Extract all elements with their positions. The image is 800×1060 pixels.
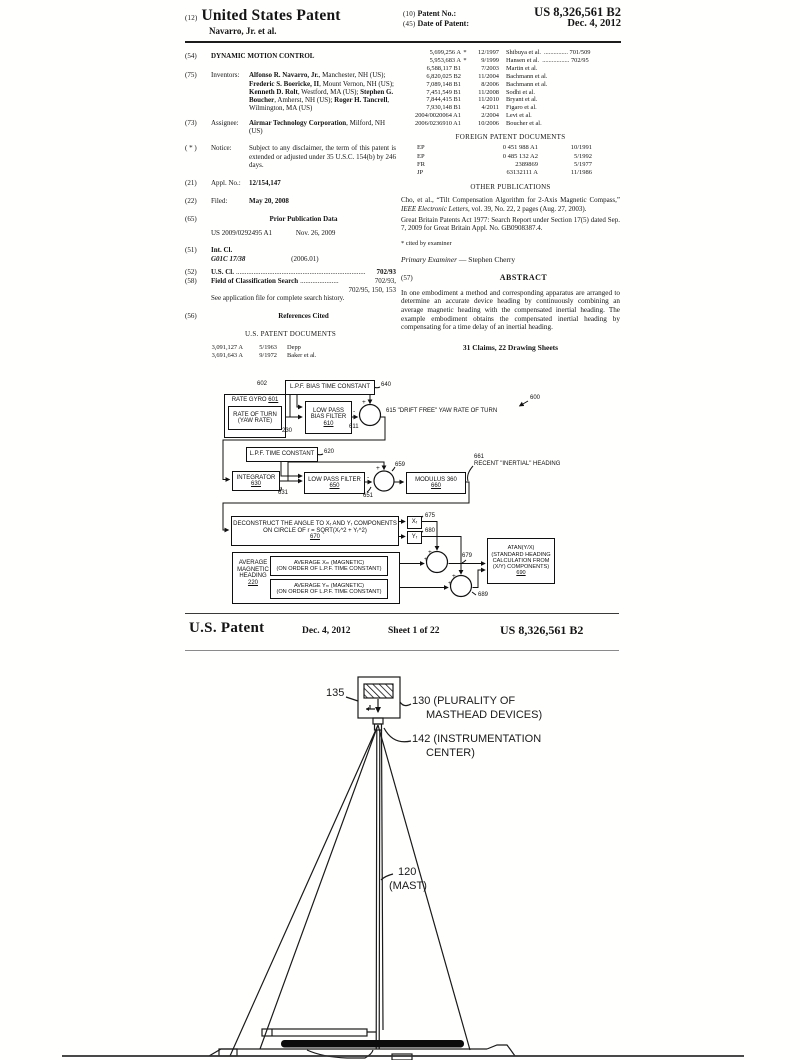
leader-130 (400, 702, 411, 706)
field-52-uscl (185, 268, 396, 276)
notice-text: Subject to any disclaimer, the term of this patent is extended or adjusted under 35 U.S.C. 154(b) by 246 days. (249, 144, 396, 169)
diagram-box-modulus-360: MODULUS 360 660 (406, 472, 466, 494)
diagram-box-lpf-time-constant: L.P.F. TIME CONSTANT (246, 447, 318, 462)
ref-651: 651 (363, 493, 374, 499)
left-column (185, 49, 396, 360)
label-130-masthead-devices: 130 (PLURALITY OF MASTHEAD DEVICES) (412, 695, 543, 721)
cited-by-examiner: * cited by examiner (401, 239, 452, 247)
ref-659: 659 (395, 462, 406, 468)
filed-value: May 20, 2008 (249, 196, 289, 205)
field-57-num: (57) (401, 274, 413, 283)
prior-pub-title: Prior Publication Data (269, 214, 338, 223)
int-cl-label: Int. Cl. (211, 246, 233, 255)
summing-junction-651 (374, 471, 394, 491)
svg-text:+: + (376, 465, 380, 472)
abstract-title: ABSTRACT (499, 273, 548, 283)
field-51-intcl (185, 246, 396, 254)
prior-pub-date: Nov. 26, 2009 (295, 229, 336, 238)
table-row: 7,089,148 B1 8/2006 Bachmann et al. (426, 80, 548, 88)
patent-header (185, 7, 621, 36)
field-75-inventors (185, 71, 396, 112)
field-54 (185, 52, 396, 60)
table-row: 5,699,256 A * 12/1997 Shibuya et al. ............... 701/509 (429, 49, 591, 56)
patent-authors: Navarro, Jr. et al. (209, 26, 277, 36)
field-65-pubdata (185, 215, 396, 223)
date-label: Date of Patent: (417, 19, 470, 28)
table-row: 7,451,549 B1 11/2008 Sodhi et al. (426, 88, 535, 96)
references-cited-title: References Cited (278, 312, 329, 321)
ref-602: 602 (257, 381, 268, 387)
assignee-value: Airmar Technology Corporation, Milford, NH (US) (249, 118, 385, 136)
diagram-box-low-pass-filter: LOW PASS FILTER 650 (304, 472, 365, 494)
publication-2: Great Britain Patents Act 1977: Search Report under Section 17(5) dated Sep. 7, 2009 for Great Britain Appl. No. GB0908387.4. (401, 216, 620, 233)
svg-text:+: + (424, 556, 428, 563)
inventors-label: Inventors: (211, 71, 240, 80)
leader-dots: .......................................................................... (235, 268, 366, 277)
field-51-num: (51) (185, 246, 197, 255)
field-search-value: 702/93, (374, 277, 396, 286)
patent-title: United States Patent (201, 7, 341, 24)
prior-pub-number: US 2009/0292495 A1 (211, 229, 273, 238)
boom (262, 1029, 367, 1036)
right-column (401, 49, 620, 352)
diagram-box-average-magnetic-heading (232, 552, 400, 604)
svg-text:+: + (362, 399, 366, 406)
diagram-box-average-xm: AVERAGE Xₘ (MAGNETIC) (ON ORDER OF L.P.F. TIME CONSTANT) (270, 556, 388, 576)
field-search-label: Field of Classification Search (211, 277, 299, 286)
table-row: 6,588,117 B1 7/2003 Martin et al. (426, 64, 538, 72)
label-142-instrumentation-center: 142 (INSTRUMENTATION CENTER) (412, 733, 542, 759)
notice-num: ( * ) (185, 144, 197, 153)
ref-620: 620 (324, 449, 335, 455)
prior-pub-row (211, 229, 396, 237)
table-row: JP 63132111 A 11/1986 (417, 168, 592, 176)
leader-135 (346, 697, 358, 701)
instrumentation-center-box (373, 718, 383, 724)
kind-code-10: (10) (403, 10, 416, 18)
kind-code-12: (12) (185, 14, 198, 22)
table-row: 7,844,415 B1 11/2010 Bryant et al. (426, 96, 538, 104)
int-cl-year: (2006.01) (291, 254, 319, 263)
table-row: 5,953,683 A * 9/1999 Hansen et al. ................. 702/95 (429, 56, 589, 64)
ref-230: 230 (282, 428, 293, 434)
svg-text:-: - (367, 474, 370, 481)
primary-examiner: Primary Examiner — Stephen Cherry (401, 254, 516, 264)
field-search-value2: 702/95, 150, 153 (348, 285, 396, 294)
field-73-assignee (185, 119, 396, 136)
inventors-list: Alfonso R. Navarro, Jr., Manchester, NH (US); Frederic S. Boericke, II, Mount Vernon, NH (US); Kenneth D. Rolt, Westford, MA (US); Stephen G. Boucher, Amherst, NH (US); Roger H. Tancrell, Wilmington, MA (US) (249, 71, 394, 113)
diagram-box-rate-of-turn: RATE OF TURN (YAW RATE) (228, 406, 282, 430)
sheet-header-sheet-number: Sheet 1 of 22 (388, 626, 440, 636)
diagram-box-low-pass-bias-filter: LOW PASS BIAS FILTER 610 (305, 401, 352, 434)
ref-675: 675 (425, 513, 436, 519)
abstract-text: In one embodiment a method and corresponding apparatus are arranged to determine an accurate device heading by continuously combining an average magnetic heading with the compensated inertial heading. The example embodiment obtains the compensated inertial heading by compensating for a time delay of an inertial heading. (401, 288, 620, 332)
field-58-search (185, 277, 396, 285)
masthead-device-hatched (364, 684, 393, 698)
us-patent-docs-title: U.S. PATENT DOCUMENTS (244, 329, 337, 338)
notice-label: Notice: (211, 144, 232, 153)
diagram-box-atan: ATAN(Y/X) (STANDARD HEADING CALCULATION FROM (X/Y) COMPONENTS) 690 (487, 538, 555, 584)
diagram-box-xr: Xᵣ (407, 516, 422, 529)
ref-680: 680 (425, 528, 436, 534)
field-notice (185, 144, 396, 169)
ref-611: 611 (349, 424, 359, 430)
summing-junction-615 (360, 405, 381, 426)
sailboat-figure (60, 652, 760, 1060)
table-row: EP 0 451 988 A1 10/1991 (417, 144, 592, 152)
leader-142 (384, 728, 411, 742)
field-21-num: (21) (185, 179, 197, 188)
block-diagram-figure (185, 370, 625, 615)
field-73-num: (73) (185, 118, 197, 127)
ref-631: 631 (278, 490, 289, 496)
field-65-num: (65) (185, 214, 197, 223)
appl-no-label: Appl. No.: (211, 179, 241, 188)
label-135: 135 (326, 687, 345, 699)
int-cl-row (211, 255, 396, 263)
field-57-abstract (401, 274, 620, 282)
ref-640: 640 (381, 382, 392, 388)
patent-number: US 8,326,561 B2 (534, 5, 621, 19)
header-rule (185, 41, 621, 43)
claims-line: 31 Claims, 22 Drawing Sheets (462, 343, 559, 353)
svg-text:+: + (428, 549, 432, 556)
svg-text:-: - (353, 408, 356, 415)
field-22-num: (22) (185, 196, 197, 205)
output-drift-free-yaw-rate: 615 "DRIFT FREE" YAW RATE OF TURN (386, 408, 498, 414)
sheet-header-rule (185, 650, 619, 651)
table-row: 3,691,643 A 9/1972 Baker et al. (211, 351, 317, 359)
svg-text:+: + (448, 580, 452, 587)
diagram-box-yr: Yᵣ (407, 531, 422, 544)
publication-1: Cho, et al., “Tilt Compensation Algorithm for 2-Axis Magnetic Compass,” IEEE Electronic Letters, vol. 39, No. 22, 2 pages (Aug. 27, 2003). (401, 196, 620, 213)
furled-sail-bar (281, 1040, 464, 1048)
foreign-docs-title: FOREIGN PATENT DOCUMENTS (455, 133, 566, 142)
patent-header-left (185, 7, 341, 36)
us-refs-table-left (185, 344, 396, 360)
sheet-header-date: Dec. 4, 2012 (302, 626, 351, 636)
diagram-box-lpf-bias-time-constant: L.P.F. BIAS TIME CONSTANT (285, 380, 375, 395)
table-row: 3,091,127 A 5/1963 Depp (211, 343, 301, 351)
field-58-num: (58) (185, 277, 197, 286)
diagram-box-integrator: INTEGRATOR 630 (232, 471, 280, 491)
field-54-num: (54) (185, 52, 197, 60)
label-recent-inertial-heading: 661 RECENT "INERTIAL" HEADING (474, 454, 561, 467)
table-row: EP 0 485 132 A2 5/1992 (417, 152, 592, 160)
us-cl-value: 702/93 (376, 268, 396, 277)
patent-no-label: Patent No.: (417, 9, 457, 18)
filed-label: Filed: (211, 196, 228, 205)
field-21-appl (185, 179, 396, 187)
diagram-box-average-ym: AVERAGE Yₘ (MAGNETIC) (ON ORDER OF L.P.F. TIME CONSTANT) (270, 579, 388, 599)
invention-title: DYNAMIC MOTION CONTROL (211, 52, 315, 60)
ref-679: 679 (462, 553, 473, 559)
foreign-refs-table (401, 144, 620, 177)
kind-code-45: (45) (403, 20, 416, 28)
mast-lines (376, 730, 383, 1049)
appl-no-value: 12/154,147 (249, 179, 281, 188)
diagram-box-rate-gyro: RATE GYRO 601 RATE OF TURN (YAW RATE) (224, 394, 286, 438)
other-pubs-title: OTHER PUBLICATIONS (470, 183, 551, 192)
table-row: 2004/0020064 A1 2/2004 Levi et al. (415, 112, 532, 120)
stay-lines (230, 725, 470, 1056)
assignee-label: Assignee: (211, 118, 239, 127)
diagram-box-deconstruct-angle: DECONSTRUCT THE ANGLE TO Xᵣ AND Yᵣ COMPONENTS ON CIRCLE OF r = SQRT(Xᵣ^2 + Yᵣ^2) 670 (231, 516, 399, 546)
field-search-note: See application file for complete search history. (211, 293, 345, 302)
table-row: 6,820,025 B2 11/2004 Bachmann et al. (426, 72, 548, 80)
label-120-mast: 120 (MAST) (389, 866, 427, 892)
us-cl-label: U.S. Cl. (211, 268, 234, 277)
sheet-header-title: U.S. Patent (189, 620, 265, 636)
table-row: 2006/0236910 A1 10/2006 Boucher et al. (415, 120, 542, 128)
field-56-num: (56) (185, 312, 197, 321)
avg-magnetic-heading-label: AVERAGE MAGNETIC HEADING 220 (237, 560, 269, 586)
table-row: FR 2389869 5/1977 (417, 160, 592, 168)
ref-600: 600 (530, 395, 541, 401)
sheet-header-patent-number: US 8,326,561 B2 (500, 623, 584, 637)
svg-text:+: + (452, 573, 456, 580)
patent-date: Dec. 4, 2012 (567, 18, 621, 29)
ref-689: 689 (478, 592, 489, 598)
us-refs-table-right (401, 49, 620, 128)
page-divider-rule (185, 613, 619, 614)
leader-dots: ...................... (300, 277, 339, 286)
int-cl-class: G01C 17/38 (211, 254, 246, 263)
table-row: 7,930,148 B1 4/2011 Figaro et al. (426, 104, 537, 112)
field-22-filed (185, 197, 396, 205)
field-56-refs (185, 312, 396, 320)
patent-header-right (403, 7, 621, 36)
field-52-num: (52) (185, 268, 197, 277)
field-75-num: (75) (185, 71, 197, 80)
